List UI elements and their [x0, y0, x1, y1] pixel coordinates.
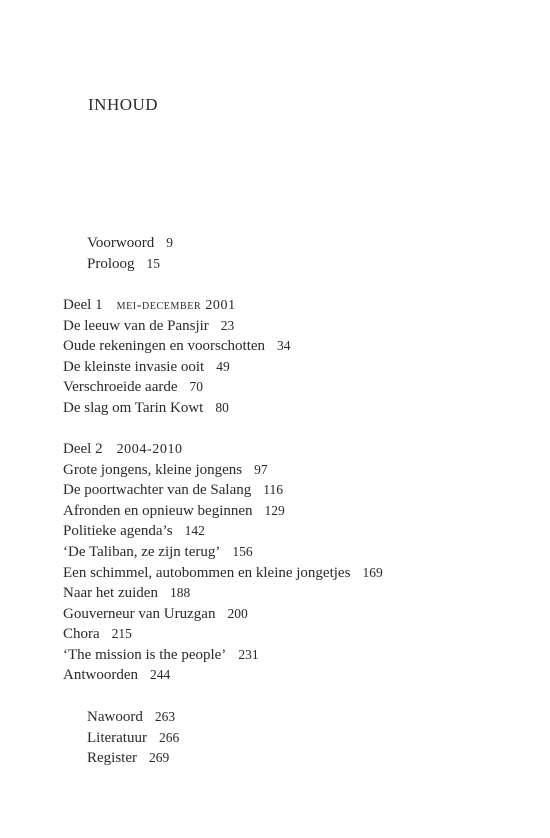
toc-entry-page: 34 — [277, 338, 291, 353]
toc-entry — [87, 707, 175, 727]
toc-entry-page: 23 — [220, 318, 235, 333]
toc-entry-page: 188 — [169, 585, 191, 600]
toc-entry — [87, 748, 169, 768]
toc-entry-page: 70 — [189, 379, 204, 394]
toc-entry-title: ‘De Taliban, ze zijn terug’ — [63, 544, 221, 560]
toc-entry — [63, 357, 230, 377]
toc-entry-title: Nawoord — [87, 709, 143, 725]
toc-entry-page: 169 — [362, 565, 383, 580]
toc-entry — [63, 665, 170, 685]
toc-entry-title: Register — [87, 750, 137, 766]
toc-entry-title: ‘The mission is the people’ — [63, 647, 227, 663]
toc-entry-title: Chora — [63, 626, 100, 642]
toc-entry-title: Afronden en opnieuw beginnen — [63, 503, 253, 519]
toc-entry — [63, 542, 253, 562]
toc-entry — [63, 377, 203, 397]
toc-entry-page: 142 — [184, 523, 205, 538]
toc-entry-page: 80 — [215, 400, 229, 415]
part-heading — [63, 439, 183, 460]
part-label: Deel 1 — [63, 297, 103, 313]
toc-entry — [63, 624, 132, 644]
toc-entry-title: De slag om Tarin Kowt — [63, 400, 204, 416]
toc-entry — [63, 480, 283, 500]
toc-entry — [63, 316, 234, 336]
toc-entry — [63, 645, 259, 665]
toc-entry — [63, 501, 285, 521]
toc-entry — [63, 398, 229, 418]
part-label: Deel 2 — [63, 441, 103, 457]
toc-entry-page: 215 — [111, 626, 132, 641]
toc-entry-page: 244 — [150, 667, 171, 682]
toc-entry-title: Proloog — [87, 256, 135, 272]
part-subtitle: mei-december 2001 — [116, 298, 236, 313]
toc-entry-title: Oude rekeningen en voorschotten — [63, 338, 266, 354]
toc-entry-page: 15 — [146, 256, 161, 271]
toc-entry-page: 116 — [263, 482, 284, 497]
toc-entry — [87, 254, 160, 274]
toc-entry-page: 263 — [154, 709, 176, 724]
toc-entry-page: 9 — [166, 235, 173, 250]
toc-entry — [63, 604, 248, 624]
toc-entry-page: 269 — [149, 750, 170, 765]
toc-entry-page: 156 — [232, 544, 253, 559]
toc-entry — [87, 233, 173, 253]
toc-entry-title: Een schimmel, autobommen en kleine jongetjes — [63, 565, 351, 581]
toc-entry-title: De kleinste invasie ooit — [63, 359, 205, 375]
toc-entry — [63, 336, 291, 356]
toc-entry-title: Antwoorden — [63, 667, 138, 683]
toc-entry — [63, 563, 383, 583]
toc-entry — [63, 521, 205, 541]
toc-entry-page: 97 — [254, 462, 268, 477]
toc-entry-page: 129 — [264, 503, 285, 518]
toc-entry-title: Literatuur — [87, 730, 147, 746]
part-heading — [63, 295, 236, 316]
toc-entry — [63, 583, 190, 603]
toc-entry-title: Politieke agenda’s — [63, 523, 173, 539]
toc-entry — [63, 460, 268, 480]
toc-entry — [87, 728, 179, 748]
toc-entry-title: Grote jongens, kleine jongens — [63, 462, 243, 478]
toc-entry-page: 231 — [238, 647, 259, 662]
page-title: INHOUD — [88, 95, 159, 114]
part-subtitle: 2004-2010 — [116, 442, 183, 457]
toc-entry-title: De leeuw van de Pansjir — [63, 318, 209, 334]
toc-entry-title: Voorwoord — [87, 235, 155, 251]
toc-entry-title: Gouverneur van Uruzgan — [63, 606, 216, 622]
toc-entry-page: 200 — [227, 606, 248, 621]
toc-entry-title: De poortwachter van de Salang — [63, 482, 252, 498]
toc-entry-title: Verschroeide aarde — [63, 379, 178, 395]
toc-entry-title: Naar het zuiden — [63, 585, 158, 601]
toc-entry-page: 266 — [158, 730, 180, 745]
toc-entry-page: 49 — [216, 359, 230, 374]
